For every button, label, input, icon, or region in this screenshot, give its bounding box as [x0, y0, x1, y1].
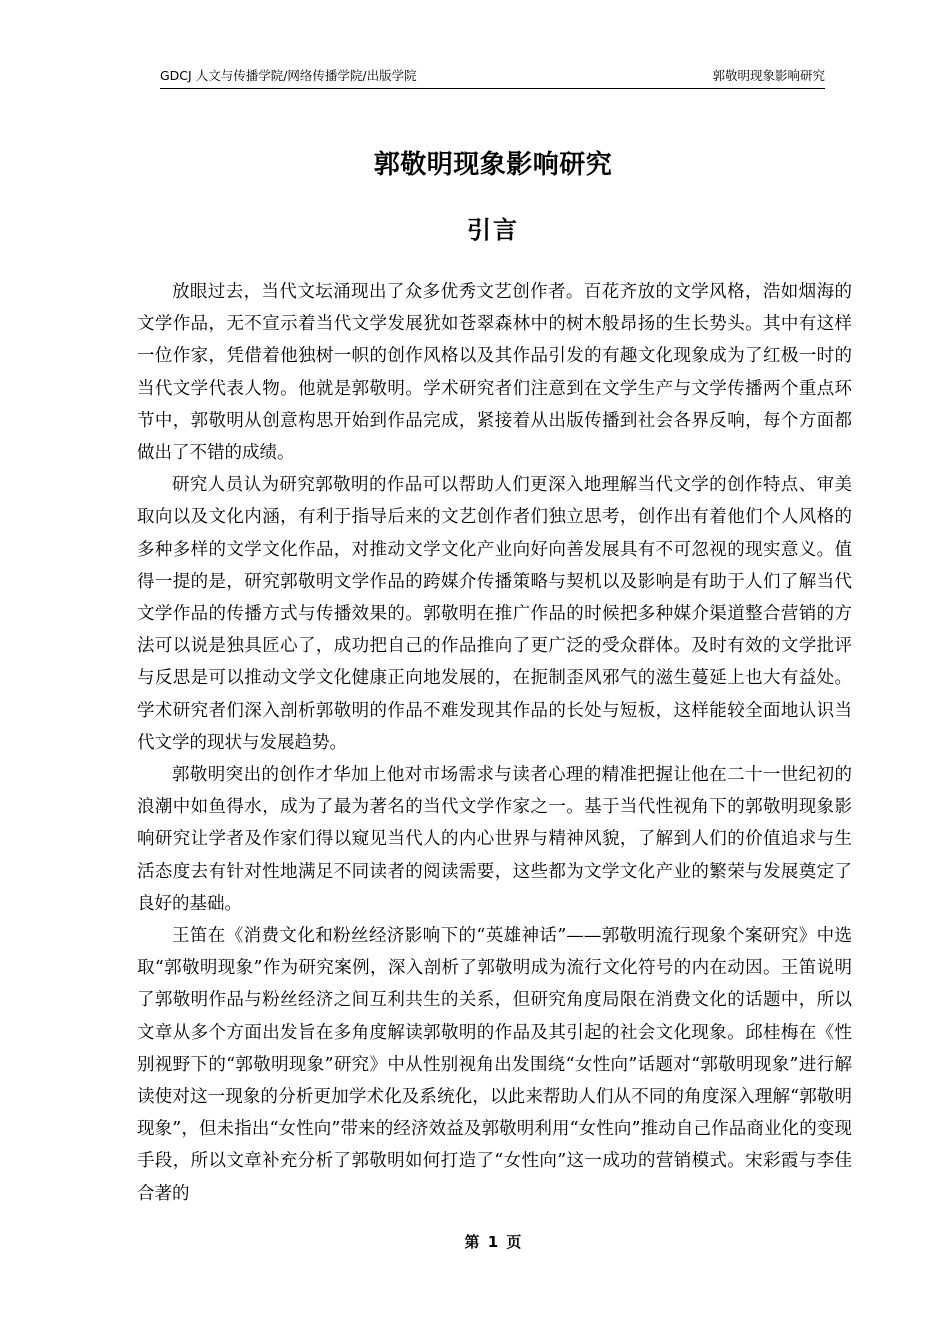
- page-number: 第 1 页: [464, 1233, 522, 1251]
- paragraph: 郭敬明突出的创作才华加上他对市场需求与读者心理的精准把握让他在二十一世纪初的浪潮中如鱼得水，成为了最为著名的当代文学作家之一。基于当代性视角下的郭敬明现象影响研究让学者及作家们得以窥见当代人的内心世界与精神风貌，了解到人们的价值追求与生活态度去有针对性地满足不同读者的阅读需要，这些都为文学文化产业的繁荣与发展奠定了良好的基础。: [137, 765, 852, 914]
- paragraph: 研究人员认为研究郭敬明的作品可以帮助人们更深入地理解当代文学的创作特点、审美取向以及文化内涵，有利于指导后来的文艺创作者们独立思考，创作出有着他们个人风格的多种多样的文学文化作品，对推动文学文化产业向好向善发展具有不可忽视的现实意义。值得一提的是，研究郭敬明文学作品的跨媒介传播策略与契机以及影响是有助于人们了解当代文学作品的传播方式与传播效果的。郭敬明在推广作品的时候把多种媒介渠道整合营销的方法可以说是独具匠心了，成功把自己的作品推向了更广泛的受众群体。及时有效的文学批评与反思是可以推动文学文化健康正向地发展的，在扼制歪风邪气的滋生蔓延上也大有益处。学术研究者们深入剖析郭敬明的作品不难发现其作品的长处与短板，这样能较全面地认识当代文学的现状与发展趋势。: [137, 475, 852, 753]
- paragraph: 放眼过去，当代文坛涌现出了众多优秀文艺创作者。百花齐放的文学风格，浩如烟海的文学作品，无不宣示着当代文学发展犹如苍翠森林中的树木般昂扬的生长势头。其中有这样一位作家，凭借着他独树一帜的创作风格以及其作品引发的有趣文化现象成为了红极一时的当代文学代表人物。他就是郭敬明。学术研究者们注意到在文学生产与文学传播两个重点环节中，郭敬明从创意构思开始到作品完成，紧接着从出版传播到社会各界反响，每个方面都做出了不错的成绩。: [137, 282, 852, 464]
- header-running-title: 郭敬明现象影响研究: [712, 68, 825, 83]
- page-header: [160, 66, 825, 89]
- paragraph: 王笛在《消费文化和粉丝经济影响下的“英雄神话”——郭敬明流行现象个案研究》中选取“郭敬明现象”作为研究案例，深入剖析了郭敬明成为流行文化符号的内在动因。王笛说明了郭敬明作品与粉丝经济之间互利共生的关系，但研究角度局限在消费文化的话题中，所以文章从多个方面出发旨在多角度解读郭敬明的作品及其引起的社会文化现象。邱桂梅在《性别视野下的“郭敬明现象”研究》中从性别视角出发围绕“女性向”话题对“郭敬明现象”进行解读使对这一现象的分析更加学术化及系统化，以此来帮助人们从不同的角度深入理解“郭敬明现象”，但未指出“女性向”带来的经济效益及郭敬明利用“女性向”推动自己作品商业化的变现手段，所以文章补充分析了郭敬明如何打造了“女性向”这一成功的营销模式。宋彩霞与李佳合著的: [137, 926, 852, 1204]
- document-title: 郭敬明现象影响研究: [373, 150, 613, 180]
- header-institution: GDCJ 人文与传播学院/网络传播学院/出版学院: [160, 68, 417, 83]
- body-text: [137, 276, 852, 1210]
- section-heading: 引言: [467, 216, 519, 244]
